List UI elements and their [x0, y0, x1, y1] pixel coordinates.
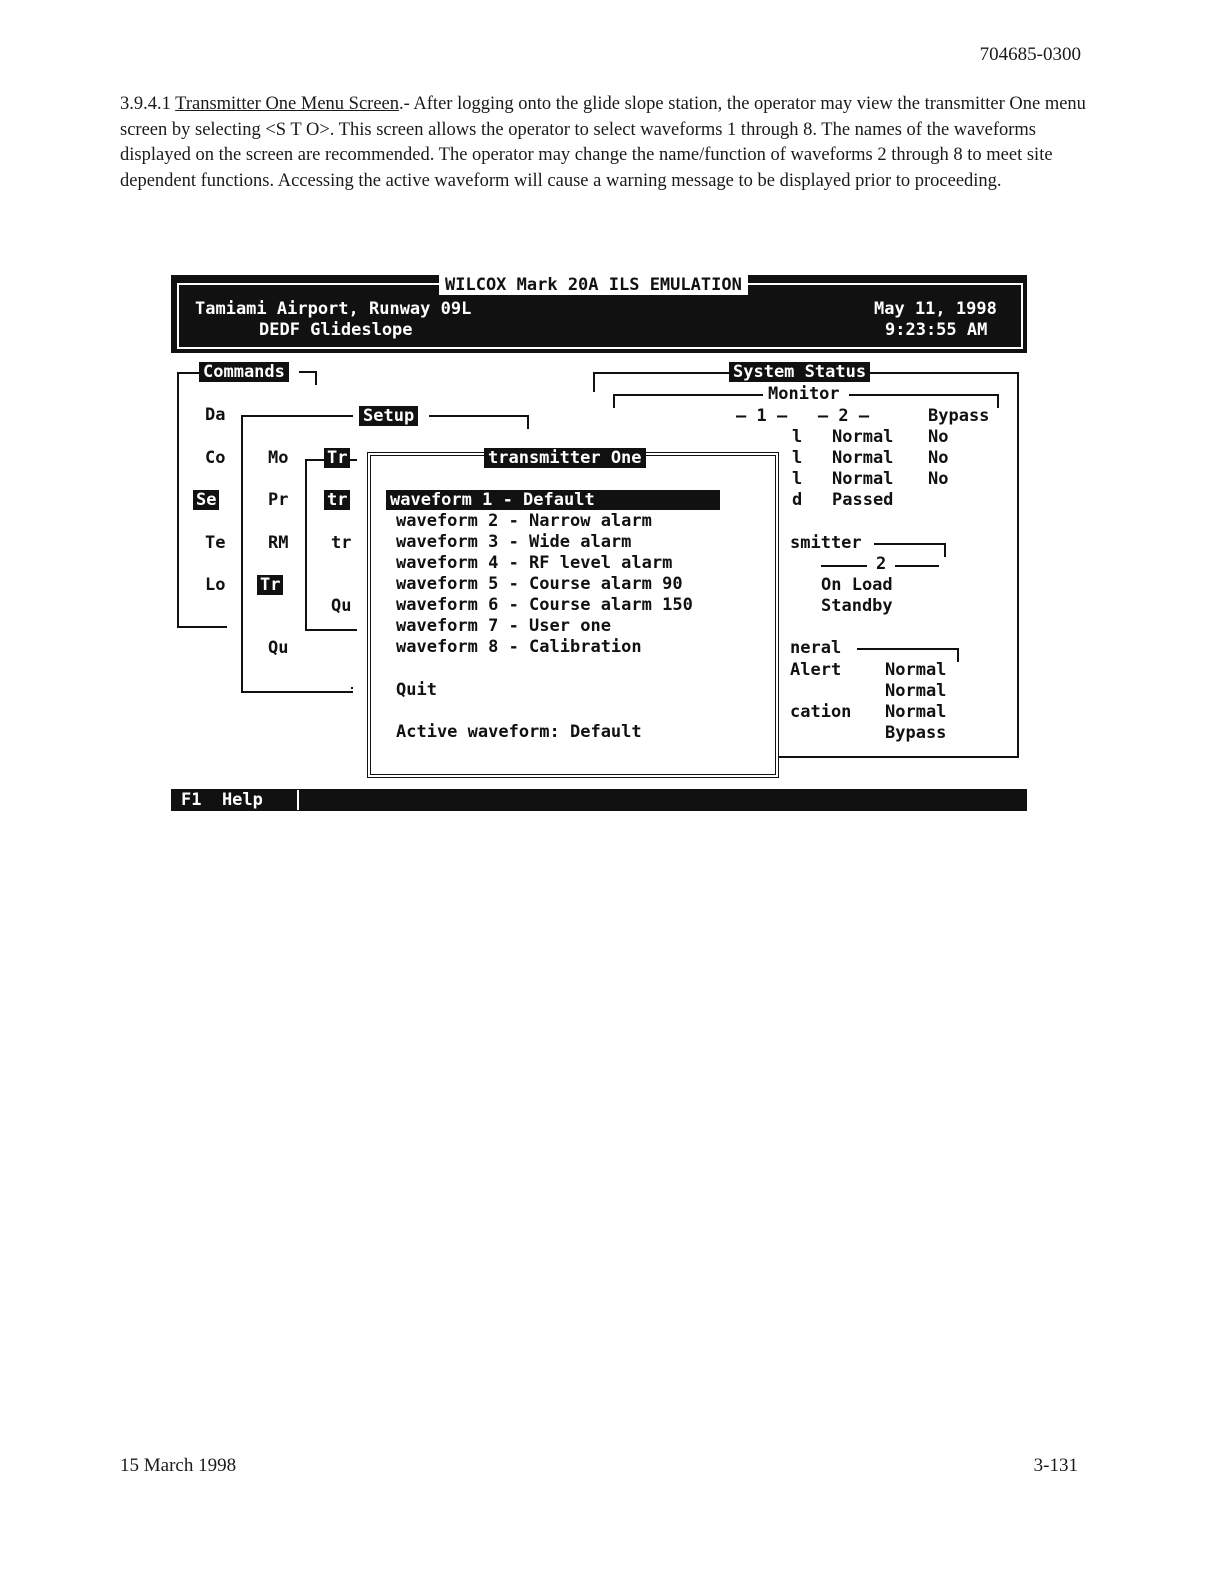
command-item-se[interactable]: Se	[193, 490, 219, 510]
waveform-item-1[interactable]: waveform 1 - Default	[386, 490, 720, 510]
page-number: 3-131	[1033, 1455, 1078, 1476]
f1-help-key[interactable]: F1 Help	[181, 790, 263, 810]
section-paragraph	[120, 92, 1090, 194]
sub-item-tr-3[interactable]: tr	[331, 533, 352, 553]
general-row-2-value: Normal	[885, 681, 947, 701]
waveform-item-5[interactable]: waveform 5 - Course alarm 90	[396, 574, 683, 594]
monitor-columns: — 1 — — 2 —	[736, 406, 870, 426]
terminal-screenshot	[171, 275, 1027, 810]
monitor-row-1-status: Normal	[832, 427, 894, 447]
app-title: WILCOX Mark 20A ILS EMULATION	[439, 275, 748, 295]
monitor-row-4-col-1: d	[792, 490, 803, 510]
general-row-3-value: Normal	[885, 702, 947, 722]
active-waveform-label: Active waveform: Default	[396, 722, 642, 742]
monitor-row-3-bypass: No	[928, 469, 949, 489]
monitor-row-1-bypass: No	[928, 427, 949, 447]
command-item-da[interactable]: Da	[205, 405, 226, 425]
status-bar	[171, 789, 1027, 811]
waveform-item-6[interactable]: waveform 6 - Course alarm 150	[396, 595, 693, 615]
transmitter-status-1: On Load	[821, 575, 893, 595]
monitor-row-2-bypass: No	[928, 448, 949, 468]
waveform-item-7[interactable]: waveform 7 - User one	[396, 616, 611, 636]
station-label: DEDF Glideslope	[259, 320, 413, 340]
sub-item-tr-2[interactable]: tr	[324, 490, 350, 510]
setup-item-tr[interactable]: Tr	[257, 575, 283, 595]
command-item-te[interactable]: Te	[205, 533, 226, 553]
header-bar	[171, 275, 1027, 353]
date-label: May 11, 1998	[874, 299, 997, 319]
monitor-row-2-status: Normal	[832, 448, 894, 468]
general-row-1-label: Alert	[790, 660, 842, 680]
transmitter-label: smitter	[790, 533, 862, 553]
monitor-row-3-col-1: l	[792, 469, 803, 489]
transmitter-status-2: Standby	[821, 596, 893, 616]
footer-date: 15 March 1998	[120, 1455, 237, 1476]
setup-menu-title: Setup	[359, 406, 418, 426]
waveform-item-2[interactable]: waveform 2 - Narrow alarm	[396, 511, 652, 531]
location-label: Tamiami Airport, Runway 09L	[195, 299, 472, 319]
section-body: .- After logging onto the glide slope station, the operator may view the transmitter One menu screen by selecting <S T O>. This screen allows the operator to select waveforms 1 through 8. The names of the waveforms displayed on the screen are recommended. The operator may change the name/function of waveforms 2 through 8 to meet site dependent functions. Accessing the active waveform will cause a warning message to be displayed prior to proceeding.	[120, 94, 1086, 191]
sub-item-qu[interactable]: Qu	[331, 596, 352, 616]
monitor-row-2-col-1: l	[792, 448, 803, 468]
transmitter-menu-title: transmitter One	[484, 448, 646, 468]
bypass-label: Bypass	[928, 406, 990, 426]
setup-item-mo[interactable]: Mo	[268, 448, 289, 468]
monitor-row-1-col-1: l	[792, 427, 803, 447]
command-item-lo[interactable]: Lo	[205, 575, 226, 595]
waveform-item-3[interactable]: waveform 3 - Wide alarm	[396, 532, 632, 552]
command-item-co[interactable]: Co	[205, 448, 226, 468]
general-row-1-value: Normal	[885, 660, 947, 680]
sub-item-tr-1[interactable]: Tr	[324, 448, 350, 468]
setup-item-rm[interactable]: RM	[268, 533, 289, 553]
monitor-label: Monitor	[768, 384, 840, 404]
time-label: 9:23:55 AM	[885, 320, 988, 340]
monitor-row-3-status: Normal	[832, 469, 894, 489]
section-heading: Transmitter One Menu Screen	[175, 94, 400, 114]
commands-menu-title: Commands	[199, 362, 289, 382]
waveform-item-8[interactable]: waveform 8 - Calibration	[396, 637, 642, 657]
system-status-title: System Status	[729, 362, 870, 382]
setup-item-qu[interactable]: Qu	[268, 638, 289, 658]
setup-item-pr[interactable]: Pr	[268, 490, 289, 510]
transmitter-column: 2	[876, 554, 887, 574]
monitor-row-4-status: Passed	[832, 490, 894, 510]
general-row-4-value: Bypass	[885, 723, 947, 743]
quit-menu-item[interactable]: Quit	[396, 680, 437, 700]
general-label: neral	[790, 638, 842, 658]
document-number: 704685-0300	[979, 44, 1081, 65]
waveform-item-4[interactable]: waveform 4 - RF level alarm	[396, 553, 673, 573]
general-row-3-label: cation	[790, 702, 852, 722]
section-number: 3.9.4.1	[120, 94, 171, 114]
